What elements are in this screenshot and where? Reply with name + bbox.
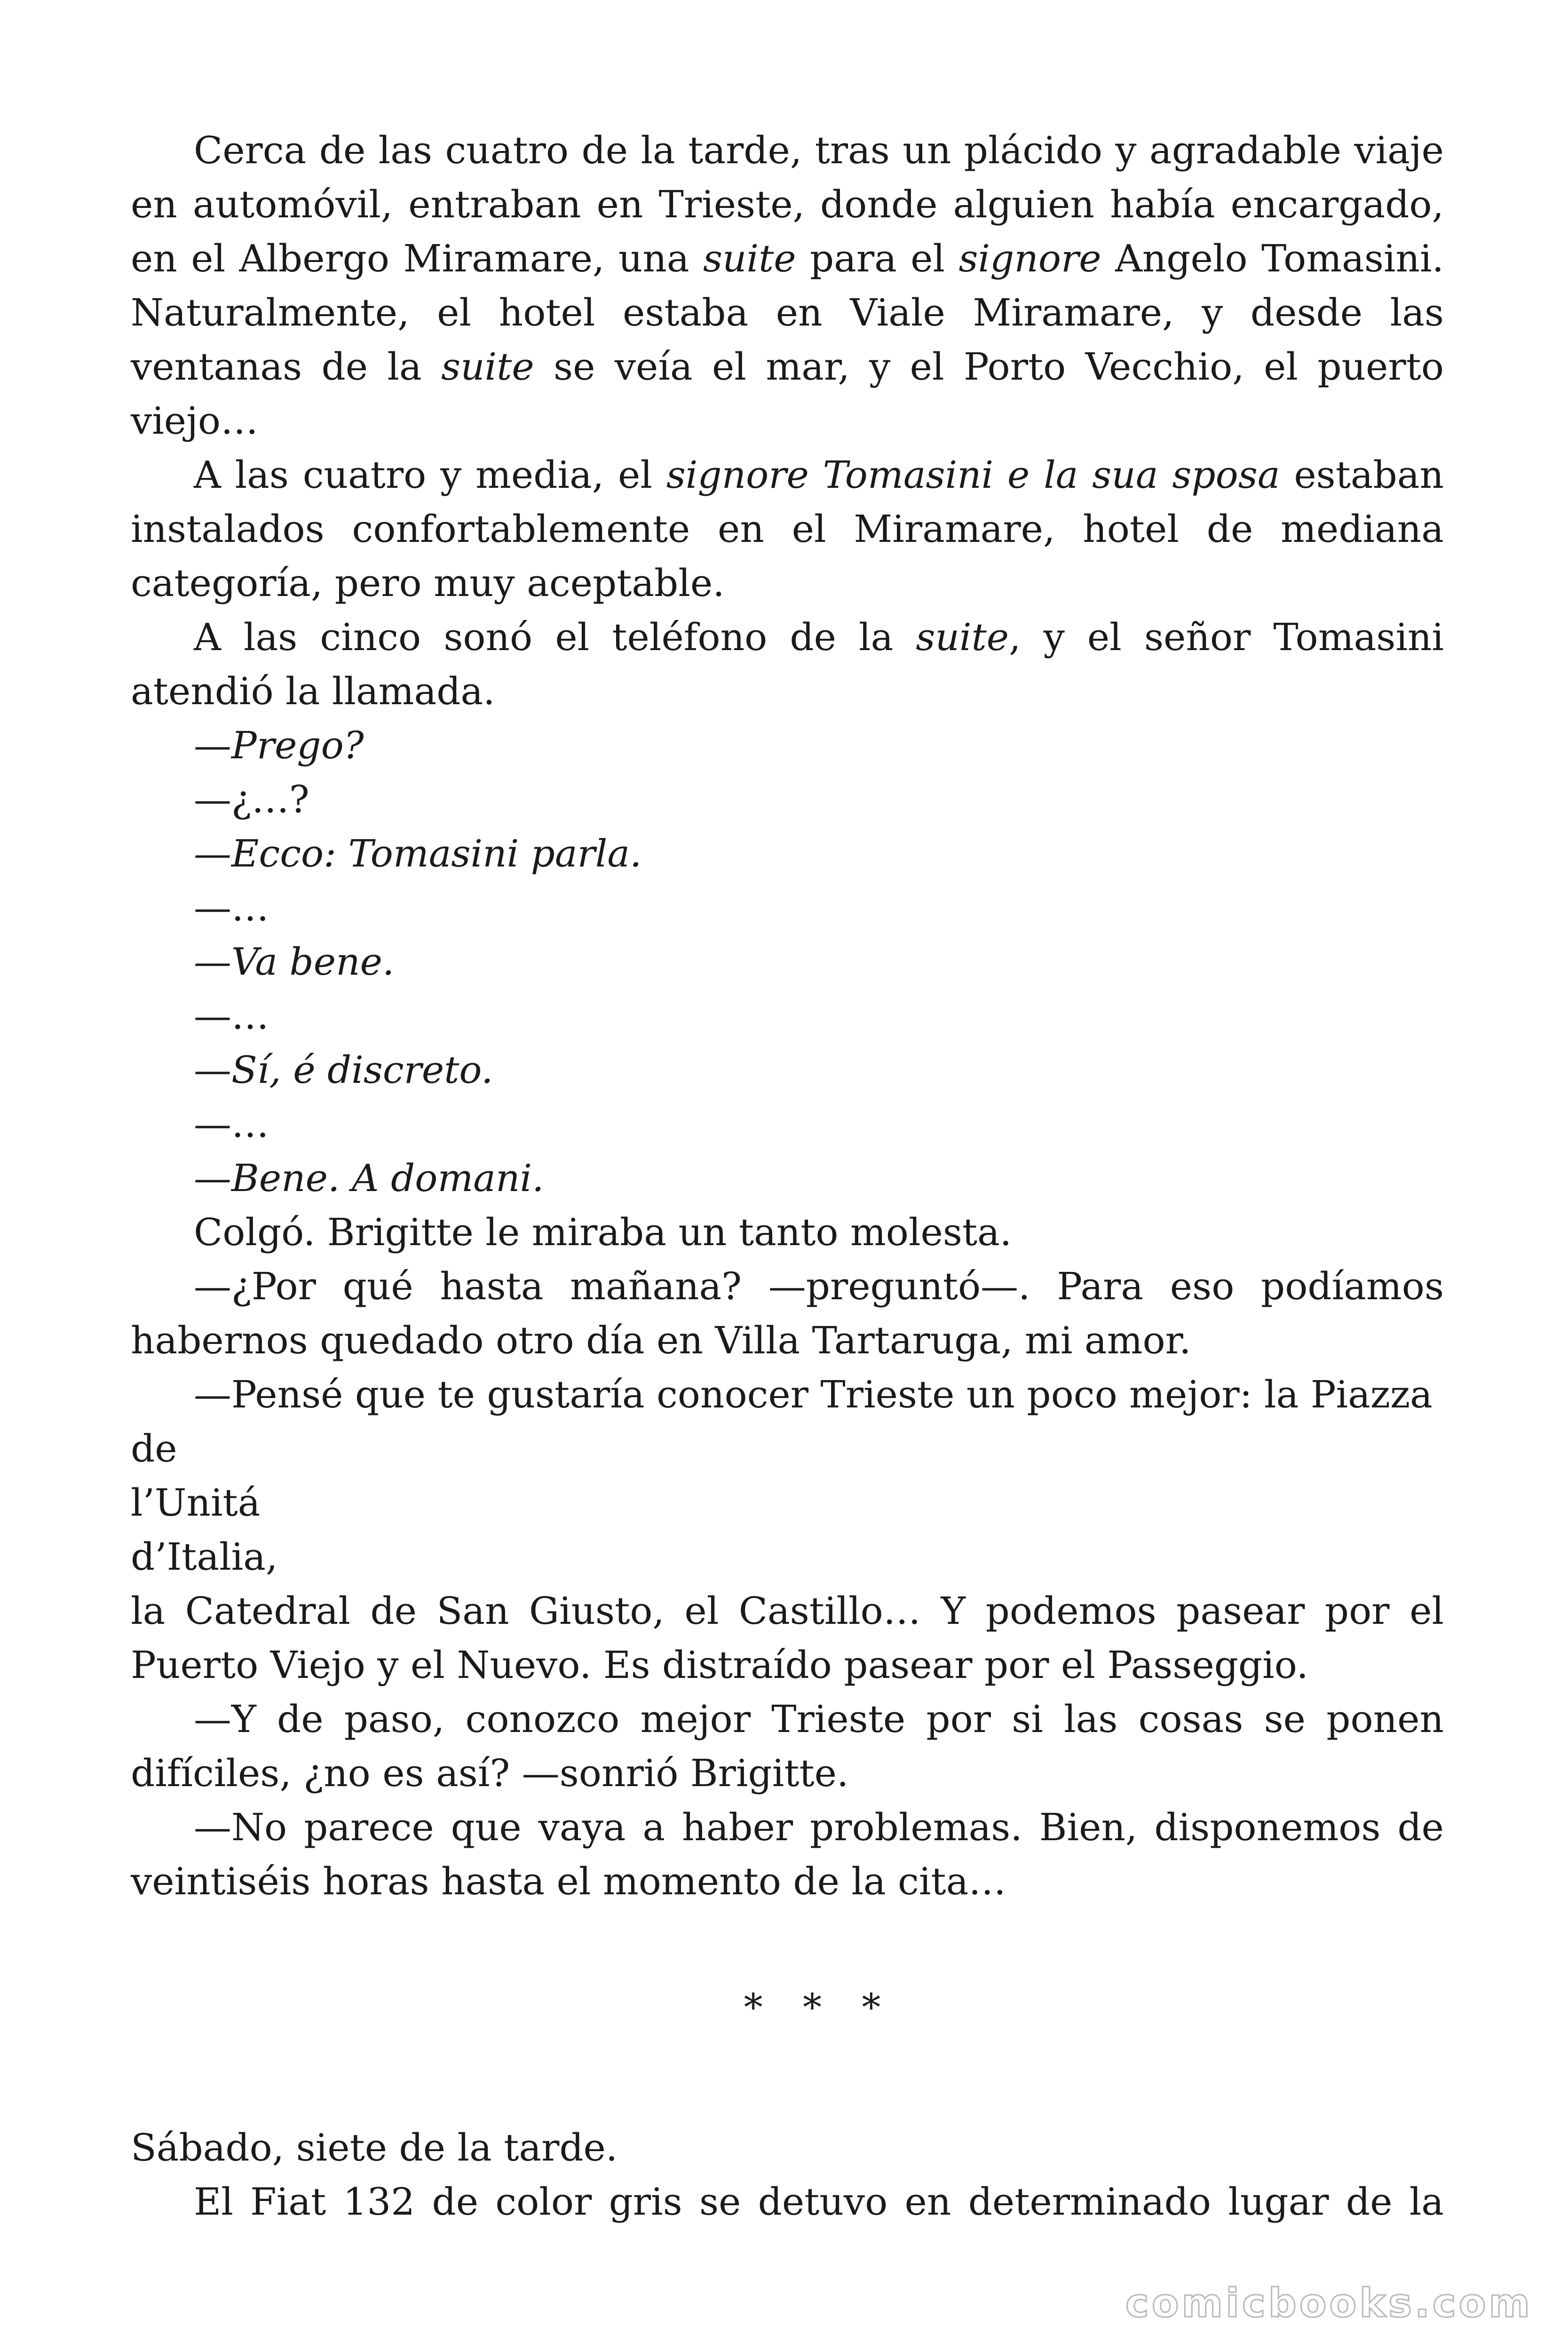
paragraph-sabado: Sábado, siete de la tarde. [131, 2126, 618, 2169]
paragraph-pense-rest: la Catedral de San Giusto, el Castillo… Y podemos pasear por el Puerto Viejo y el Nuevo. Es distraído pasear por el Passeggio. [131, 1589, 1444, 1687]
dialogue-line: —Va bene. [194, 940, 395, 984]
paragraph-fiat: El Fiat 132 de color gris se detuvo en determinado lugar de la [194, 2180, 1444, 2224]
section-separator: * * * [744, 1986, 895, 2029]
watermark-logo: comicbooks.com [1125, 2280, 1533, 2326]
after-break-block [131, 2121, 1444, 2229]
dialogue-line: —Sí, é discreto. [194, 1048, 493, 1092]
paragraph-no-parece: —No parece que vaya a haber problemas. Bien, disponemos de veintiséis horas hasta el momento de la cita… [131, 1805, 1444, 1903]
paragraph-colgo: Colgó. Brigitte le miraba un tanto molesta. [194, 1210, 1012, 1254]
paragraph-arrival: Cerca de las cuatro de la tarde, tras un plácido y agradable viaje en automóvil, entraban en Trieste, donde alguien había encargado, en el Albergo Miramare, una suite para el signore Angelo Tomasini. Naturalmente, el hotel estaba en Viale Miramare, y desde las ventanas de la suite se veía el mar, y el Porto Vecchio, el puerto viejo… [131, 128, 1444, 443]
paragraph-por-que: —¿Por qué hasta mañana? —preguntó—. Para eso podíamos habernos quedado otro día en Villa Tartaruga, mi amor. [131, 1264, 1444, 1362]
dialogue-line: —… [194, 886, 269, 930]
dialogue-line: —¿…? [194, 778, 309, 821]
dialogue-line: —Prego? [194, 723, 364, 767]
paragraph-pense-line3: l’Unitá [131, 1481, 261, 1525]
dialogue-line: —Bene. A domani. [194, 1156, 544, 1200]
main-text-block [131, 123, 1444, 1908]
dialogue-line: —… [194, 1102, 269, 1146]
dialogue-line: —Ecco: Tomasini parla. [194, 832, 642, 875]
paragraph-pense-line2: de [131, 1427, 177, 1470]
dialogue-line: —… [194, 994, 269, 1038]
paragraph-pense-line4: d’Italia, [131, 1535, 278, 1579]
paragraph-pense-line1: —Pensé que te gustaría conocer Trieste un poco mejor: la Piazza [194, 1373, 1433, 1416]
phone-dialogue [131, 718, 1444, 1205]
paragraph-y-de-paso: —Y de paso, conozco mejor Trieste por si las cosas se ponen difíciles, ¿no es así? —sonrió Brigitte. [131, 1697, 1444, 1795]
paragraph-installed: A las cuatro y media, el signore Tomasini e la sua sposa estaban instalados confortablemente en el Miramare, hotel de mediana categoría, pero muy aceptable. [131, 453, 1444, 605]
paragraph-phone-call: A las cinco sonó el teléfono de la suite, y el señor Tomasini atendió la llamada. [131, 615, 1444, 713]
